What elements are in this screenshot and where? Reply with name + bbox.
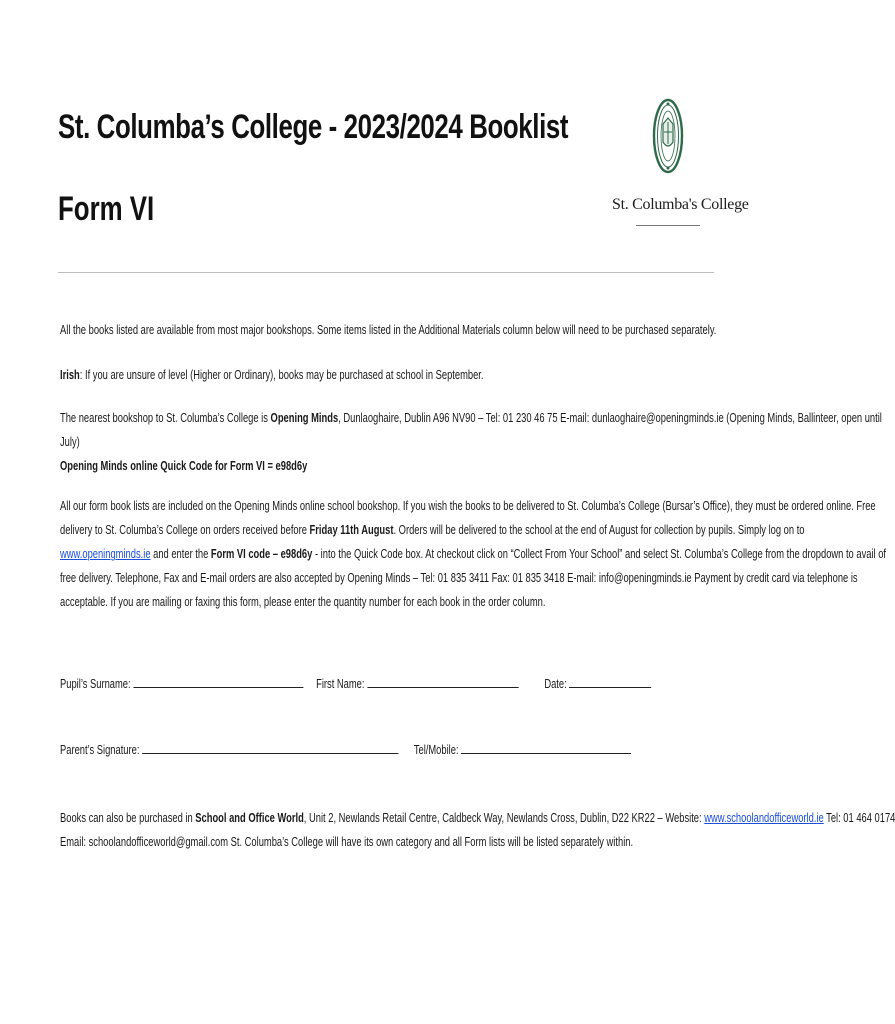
page-title: St. Columba’s College - 2023/2024 Booklist (58, 108, 569, 146)
signature-field[interactable] (142, 743, 398, 754)
irish-label: Irish (60, 367, 80, 382)
bookshop-info-continued: July) (60, 434, 80, 449)
first-name-label: First Name: (316, 676, 365, 691)
school-office-world-link[interactable]: www.schoolandofficeworld.ie (704, 810, 824, 825)
school-office-world-name: School and Office World (195, 810, 304, 825)
date-label: Date: (544, 676, 567, 691)
first-name-field[interactable] (367, 677, 518, 688)
ordering-collection-text: . Orders will be delivered to the school at the end of August for collection by pupils. Simply log on to (393, 522, 805, 537)
signature-label: Parent’s Signature: (60, 742, 140, 757)
surname-field[interactable] (133, 677, 303, 688)
pupil-details-row (60, 672, 651, 696)
footer-line-1 (60, 806, 895, 830)
bookshop-info (60, 406, 882, 430)
footer-address-text: , Unit 2, Newlands Retail Centre, Caldbeck Way, Newlands Cross, Dublin, D22 KR22 – Website: (303, 810, 705, 825)
form-code: Form VI code – e98d6y (210, 546, 313, 561)
order-deadline: Friday 11th August (309, 522, 394, 537)
ordering-delivery-text: delivery to St. Columba’s College on orders received before (60, 522, 310, 537)
ordering-line-3 (60, 542, 886, 566)
ordering-line-4: free delivery. Telephone, Fax and E-mail orders are also accepted by Opening Minds – Tel: 01 835 3411 Fax: 01 835 3418 E-mail: info@openingminds.ie Payment by credit card via telephone is (60, 570, 858, 585)
college-logo-text: St. Columba's College (612, 196, 749, 213)
form-subtitle: Form VI (58, 190, 155, 228)
opening-minds-link[interactable]: www.openingminds.ie (60, 546, 151, 561)
irish-note (60, 363, 484, 387)
phone-field[interactable] (461, 743, 631, 754)
phone-label: Tel/Mobile: (413, 742, 459, 757)
footer-line-2: Email: schoolandofficeworld@gmail.com St. Columba’s College will have its own category and all Form lists will be listed separately within. (60, 834, 634, 849)
ordering-checkout-text: - into the Quick Code box. At checkout click on “Collect From Your School” and select St. Columba’s College from the dropdown to avail of (312, 546, 887, 561)
footer-phone-text: Tel: 01 464 0174 (823, 810, 895, 825)
ordering-line-5: acceptable. If you are mailing or faxing this form, please enter the quantity number for each book in the order column. (60, 594, 546, 609)
bookshop-contact-text: , Dunlaoghaire, Dublin A96 NV90 – Tel: 01 230 46 75 E-mail: dunlaoghaire@openingminds.ie (Opening Minds, Ballinteer, open until (338, 410, 882, 425)
ordering-line-1: All our form book lists are included on the Opening Minds online school bookshop. If you wish the books to be delivered to St. Columba’s College (Bursar’s Office), they must be ordered online. Free (60, 498, 876, 513)
footer-intro-text: Books can also be purchased in (60, 810, 196, 825)
parent-details-row (60, 738, 631, 762)
ordering-enter-text: and enter the (150, 546, 211, 561)
ordering-line-2 (60, 518, 805, 542)
bookshop-name: Opening Minds (270, 410, 339, 425)
header-divider (58, 272, 714, 273)
books-note: All the books listed are available from most major bookshops. Some items listed in the Additional Materials column below will need to be purchased separately. (60, 322, 717, 337)
surname-label: Pupil’s Surname: (60, 676, 131, 691)
logo-underline (636, 225, 700, 226)
bookshop-intro-text: The nearest bookshop to St. Columba’s College is (60, 410, 271, 425)
quick-code: Opening Minds online Quick Code for Form VI = e98d6y (60, 458, 308, 473)
date-field[interactable] (569, 677, 651, 688)
irish-note-text: : If you are unsure of level (Higher or Ordinary), books may be purchased at school in September. (79, 367, 484, 382)
